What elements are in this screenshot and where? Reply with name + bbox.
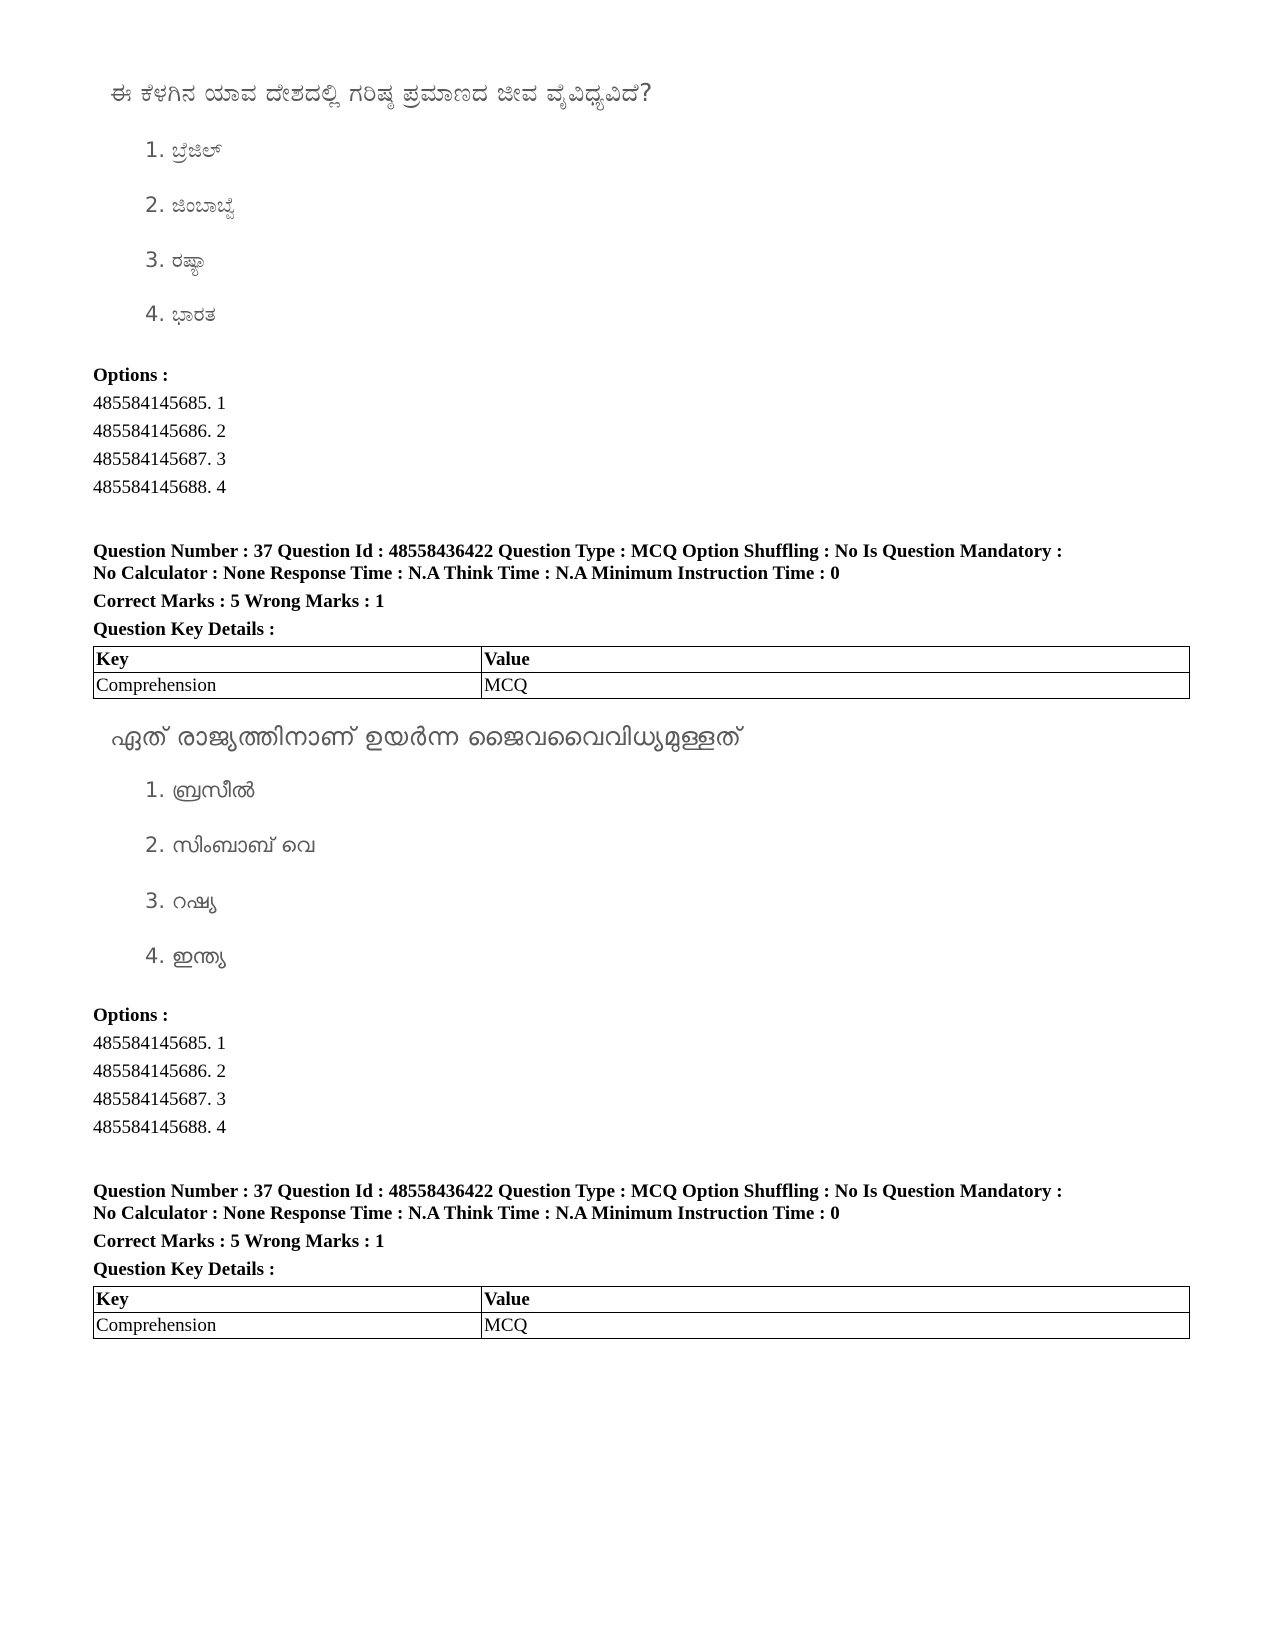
question-option: 4. ಭಾರತ bbox=[145, 302, 216, 326]
key-details-table bbox=[93, 646, 1190, 699]
question-text: ഏത് രാജ്യത്തിനാണ് ഉയർന്ന ജൈവവൈവിധ്യമുള്ളത് bbox=[110, 722, 742, 751]
question-option: 1. ബ്രസീൽ bbox=[145, 778, 255, 802]
table-cell-key: Comprehension bbox=[94, 673, 482, 699]
option-item: 485584145687. 3 bbox=[93, 1089, 226, 1110]
question-meta-line: No Calculator : None Response Time : N.A Think Time : N.A Minimum Instruction Time : 0 bbox=[93, 1203, 840, 1224]
question-image-kannada bbox=[110, 78, 910, 348]
table-cell-key: Comprehension bbox=[94, 1313, 482, 1339]
table-header-key: Key bbox=[94, 647, 482, 673]
question-image-malayalam bbox=[110, 722, 910, 992]
table-cell-value: MCQ bbox=[482, 673, 1190, 699]
option-item: 485584145688. 4 bbox=[93, 1117, 226, 1138]
question-text: ಈ ಕೆಳಗಿನ ಯಾವ ದೇಶದಲ್ಲಿ ಗರಿಷ್ಠ ಪ್ರಮಾಣದ ಜೀವ ವೈವಿಧ್ಯವಿದೆ? bbox=[110, 78, 653, 107]
table-header-value: Value bbox=[482, 1287, 1190, 1313]
table-header-key: Key bbox=[94, 1287, 482, 1313]
options-label: Options : bbox=[93, 365, 169, 386]
option-item: 485584145686. 2 bbox=[93, 1061, 226, 1082]
option-item: 485584145685. 1 bbox=[93, 393, 226, 414]
question-meta-line: No Calculator : None Response Time : N.A Think Time : N.A Minimum Instruction Time : 0 bbox=[93, 563, 840, 584]
marks-line: Correct Marks : 5 Wrong Marks : 1 bbox=[93, 591, 385, 612]
table-header-value: Value bbox=[482, 647, 1190, 673]
option-item: 485584145687. 3 bbox=[93, 449, 226, 470]
option-item: 485584145686. 2 bbox=[93, 421, 226, 442]
question-meta-line: Question Number : 37 Question Id : 48558436422 Question Type : MCQ Option Shuffling : No Is Question Mandatory : bbox=[93, 541, 1063, 562]
question-option: 2. സിംബാബ് വെ bbox=[145, 833, 315, 857]
table-row bbox=[94, 1313, 1190, 1339]
option-item: 485584145688. 4 bbox=[93, 477, 226, 498]
options-label: Options : bbox=[93, 1005, 169, 1026]
question-option: 4. ഇന്ത്യ bbox=[145, 944, 226, 968]
key-details-label: Question Key Details : bbox=[93, 1259, 276, 1280]
option-item: 485584145685. 1 bbox=[93, 1033, 226, 1054]
table-header-row bbox=[94, 1287, 1190, 1313]
marks-line: Correct Marks : 5 Wrong Marks : 1 bbox=[93, 1231, 385, 1252]
question-option: 3. റഷ്യ bbox=[145, 889, 217, 913]
table-header-row bbox=[94, 647, 1190, 673]
question-option: 1. ಬ್ರೆಜಿಲ್ bbox=[145, 138, 223, 162]
key-details-table bbox=[93, 1286, 1190, 1339]
table-row bbox=[94, 673, 1190, 699]
table-cell-value: MCQ bbox=[482, 1313, 1190, 1339]
key-details-label: Question Key Details : bbox=[93, 619, 276, 640]
question-option: 2. ಜಿಂಬಾಬ್ವೆ bbox=[145, 193, 236, 217]
question-meta-line: Question Number : 37 Question Id : 48558436422 Question Type : MCQ Option Shuffling : No Is Question Mandatory : bbox=[93, 1181, 1063, 1202]
question-option: 3. ರಷ್ಯಾ bbox=[145, 248, 208, 272]
